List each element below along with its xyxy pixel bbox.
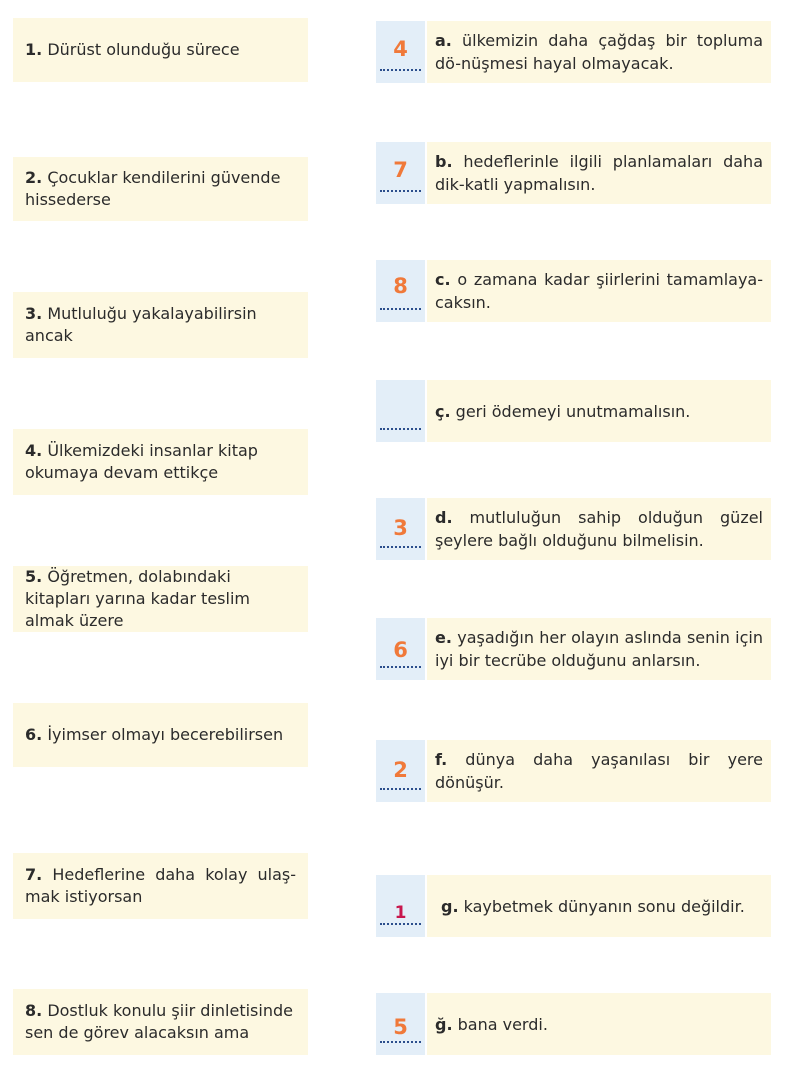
left-item	[13, 566, 308, 632]
item-number: 3.	[25, 304, 43, 323]
answer-box[interactable]	[376, 260, 425, 322]
item-number: 1.	[25, 40, 43, 59]
answer-value: 2	[393, 758, 408, 782]
item-letter: d.	[435, 508, 453, 527]
right-item	[376, 993, 771, 1055]
answer-box[interactable]	[376, 380, 425, 442]
dotted-line	[380, 788, 421, 790]
dotted-line	[380, 308, 421, 310]
right-item	[376, 142, 771, 204]
item-number: 6.	[25, 725, 43, 744]
item-letter: ç.	[435, 401, 451, 421]
item-letter: e.	[435, 628, 452, 647]
answer-value: 3	[393, 516, 408, 540]
item-text: Ülkemizdeki insanlar kitap okumaya devam ettikçe	[25, 441, 258, 482]
dotted-line	[380, 923, 421, 925]
item-text: dünya daha yaşanılası bir yere dönüşür.	[435, 750, 763, 792]
answer-value: 4	[393, 37, 408, 61]
item-letter: b.	[435, 152, 453, 171]
item-number: 5.	[25, 567, 43, 586]
answer-value: 1	[394, 903, 407, 923]
answer-value: 7	[393, 158, 408, 182]
left-item	[13, 292, 308, 358]
item-text: İyimser olmayı becerebilirsen	[47, 725, 284, 744]
answer-value: 5	[393, 1015, 408, 1039]
right-item	[376, 740, 771, 802]
item-text: hedeflerinle ilgili planlamaları daha dik-katli yapmalısın.	[435, 152, 763, 194]
item-text: Hedeflerine daha kolay ulaş-mak istiyorsan	[25, 865, 296, 906]
dotted-line	[380, 190, 421, 192]
answer-box[interactable]	[376, 21, 425, 83]
right-item	[376, 21, 771, 83]
item-text: Çocuklar kendilerini güvende hissederse	[25, 168, 281, 209]
item-number: 4.	[25, 441, 43, 460]
item-text: Öğretmen, dolabındaki kitapları yarına kadar teslim almak üzere	[25, 567, 250, 630]
item-letter: a.	[435, 31, 452, 50]
dotted-line	[380, 666, 421, 668]
right-item	[376, 875, 771, 937]
item-number: 7.	[25, 865, 43, 884]
dotted-line	[380, 546, 421, 548]
item-letter: f.	[435, 750, 448, 769]
item-letter: g.	[441, 896, 459, 916]
dotted-line	[380, 69, 421, 71]
answer-box[interactable]	[376, 142, 425, 204]
item-number: 8.	[25, 1001, 43, 1020]
answer-box[interactable]	[376, 740, 425, 802]
left-item	[13, 853, 308, 919]
item-text: kaybetmek dünyanın sonu değildir.	[463, 896, 745, 916]
left-item	[13, 989, 308, 1055]
item-text: yaşadığın her olayın aslında senin için iyi bir tecrübe olduğunu anlarsın.	[435, 628, 763, 670]
item-text: mutluluğun sahip olduğun güzel şeylere bağlı olduğunu bilmelisin.	[435, 508, 764, 550]
answer-box[interactable]	[376, 618, 425, 680]
right-item	[376, 380, 771, 442]
item-text: geri ödemeyi unutmamalısın.	[455, 401, 691, 421]
dotted-line	[380, 1041, 421, 1043]
item-text: o zamana kadar şiirlerini tamamlaya-caksın.	[435, 270, 763, 312]
item-letter: c.	[435, 270, 451, 289]
dotted-line	[380, 428, 421, 430]
item-text: Mutluluğu yakalayabilirsin ancak	[25, 304, 257, 345]
answer-value: 6	[393, 638, 408, 662]
right-item	[376, 260, 771, 322]
answer-box[interactable]	[376, 498, 425, 560]
right-item	[376, 618, 771, 680]
left-item	[13, 157, 308, 221]
left-item	[13, 429, 308, 495]
answer-box[interactable]	[376, 875, 425, 937]
left-item	[13, 703, 308, 767]
item-text: bana verdi.	[457, 1014, 548, 1034]
item-text: ülkemizin daha çağdaş bir topluma dö-nüşmesi hayal olmayacak.	[435, 31, 763, 73]
answer-box[interactable]	[376, 993, 425, 1055]
item-text: Dürüst olunduğu sürece	[47, 40, 240, 59]
item-number: 2.	[25, 168, 43, 187]
item-text: Dostluk konulu şiir dinletisinde sen de görev alacaksın ama	[25, 1001, 293, 1042]
left-item	[13, 18, 308, 82]
answer-value: 8	[393, 274, 408, 298]
right-item	[376, 498, 771, 560]
item-letter: ğ.	[435, 1014, 453, 1034]
